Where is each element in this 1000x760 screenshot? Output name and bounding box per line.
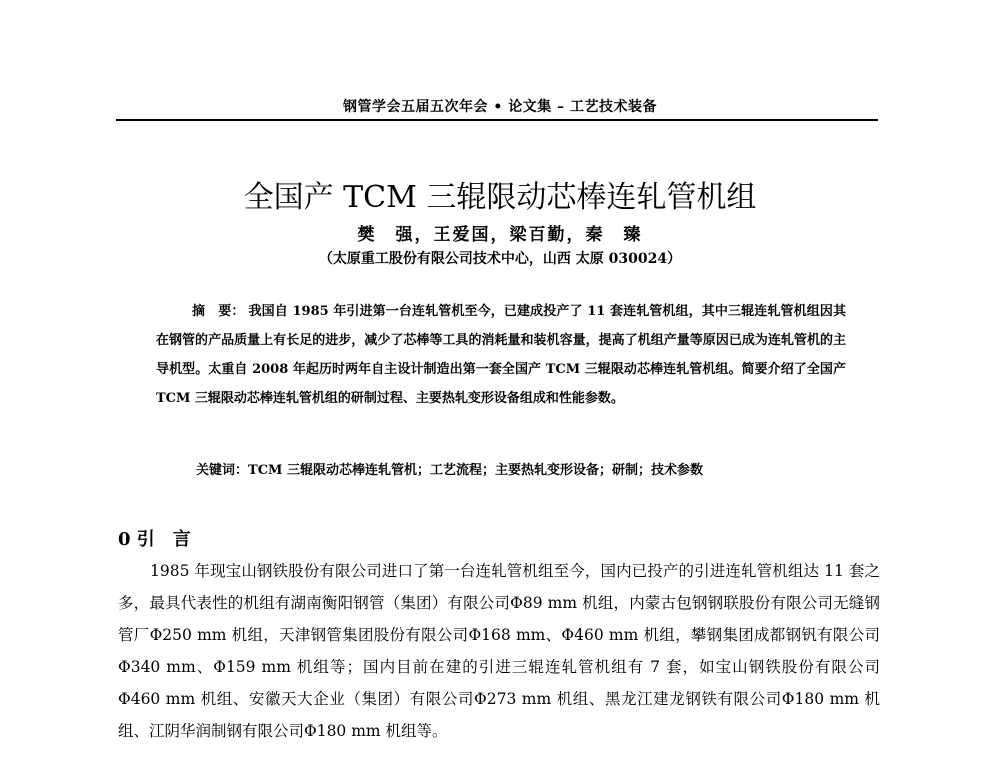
author-list: 樊 强，王爱国，梁百勤，秦 臻 [357,225,643,245]
abstract-text: 我国自 1985 年引进第一台连轧管机至今，已建成投产了 11 套连轧管机组，其中三辊连轧管机组因其在钢管的产品质量上有长足的进步，减少了芯棒等工具的消耗量和装机容量，提高了机组产量等原因已成为连轧管机的主导机型。太重自 2008 年起历时两年自主设计制造出第一套全国产 TCM 三辊限动芯棒连轧管机组。简要介绍了全国产 TCM 三辊限动芯棒连轧管机组的研制过程、主要热轧变形设备组成和性能参数。 [156,304,846,406]
body-paragraph [118,555,880,747]
paper-title: 全国产 TCM 三辊限动芯棒连轧管机组 [243,180,757,216]
abstract-label: 摘 要： [192,304,245,319]
keywords [196,459,846,478]
running-header: 钢管学会五届五次年会 • 论文集 – 工艺技术装备 [343,99,657,115]
section-heading: 0 引 言 [118,529,191,550]
header-rule [116,119,878,121]
affiliation: （太原重工股份有限公司技术中心，山西 太原 030024） [318,251,682,267]
keywords-label: 关键词： [196,463,249,478]
abstract [156,297,846,413]
keywords-text: TCM 三辊限动芯棒连轧管机；工艺流程；主要热轧变形设备；研制；技术参数 [248,463,703,478]
body-paragraph-text: 1985 年现宝山钢铁股份有限公司进口了第一台连轧管机组至今，国内已投产的引进连轧管机组达 11 套之多，最具代表性的机组有湖南衡阳钢管（集团）有限公司Φ89 mm 机组，内蒙古包钢钢联股份有限公司无缝钢管厂Φ250 mm 机组，天津钢管集团股份有限公司Φ168 mm、Φ460 mm 机组，攀钢集团成都钢钒有限公司Φ340 mm、Φ159 mm 机组等；国内目前在建的引进三辊连轧管机组有 7 套，如宝山钢铁股份有限公司Φ460 mm 机组、安徽天大企业（集团）有限公司Φ273 mm 机组、黑龙江建龙钢铁有限公司Φ180 mm 机组、江阴华润制钢有限公司Φ180 mm 机组等。 [118,562,880,740]
